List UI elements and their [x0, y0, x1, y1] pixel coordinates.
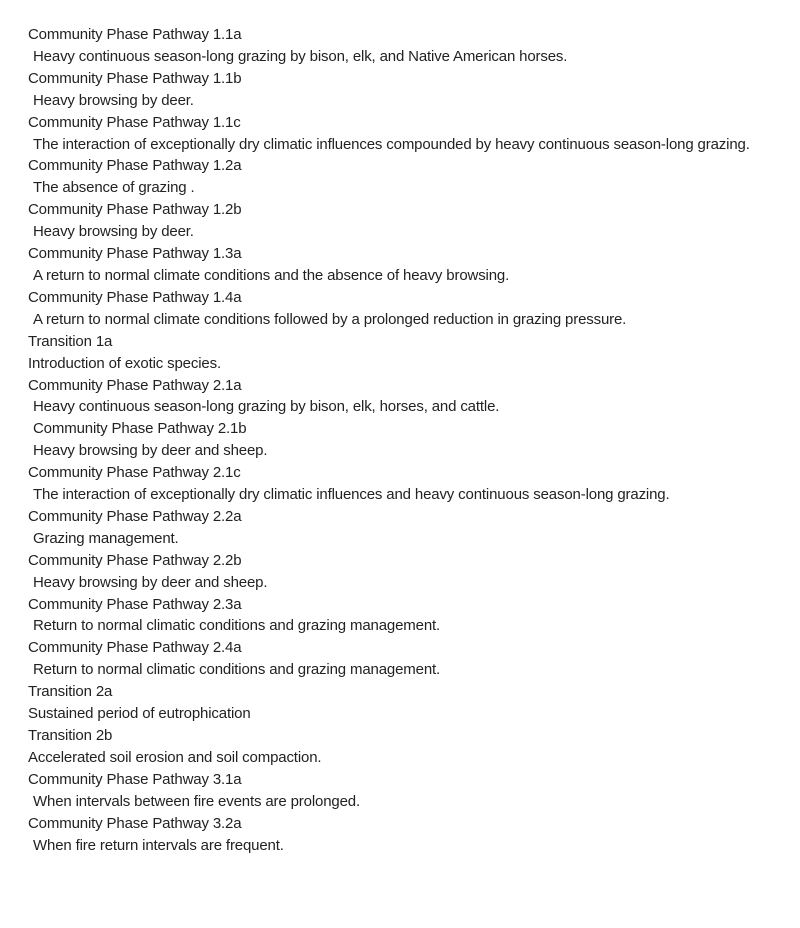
transition-label: Transition 2a — [28, 683, 113, 701]
pathway-description: When fire return intervals are frequent. — [33, 836, 284, 854]
pathway-description: Grazing management. — [33, 529, 179, 547]
pathway-label: Community Phase Pathway 1.1c — [28, 113, 241, 131]
pathway-label: Community Phase Pathway 1.2b — [28, 201, 242, 219]
transition-description: Sustained period of eutrophication — [28, 705, 251, 723]
pathway-description: Heavy continuous season-long grazing by bison, elk, horses, and cattle. — [33, 398, 500, 416]
pathway-label: Community Phase Pathway 2.1b — [33, 420, 247, 438]
pathway-label: Community Phase Pathway 2.1a — [28, 376, 242, 394]
document-body — [28, 24, 782, 856]
pathway-description: Return to normal climatic conditions and grazing management. — [33, 661, 441, 679]
pathway-label: Community Phase Pathway 2.3a — [28, 595, 242, 613]
transition-description: Introduction of exotic species. — [28, 354, 221, 372]
pathway-description: A return to normal climate conditions followed by a prolonged reduction in grazing pressure. — [33, 310, 627, 328]
pathway-label: Community Phase Pathway 1.1b — [28, 69, 242, 87]
pathway-description: Heavy browsing by deer and sheep. — [33, 573, 268, 591]
pathway-label: Community Phase Pathway 2.2b — [28, 551, 242, 569]
transition-label: Transition 2b — [28, 727, 113, 744]
pathway-label: Community Phase Pathway 1.4a — [28, 288, 242, 306]
pathway-label: Community Phase Pathway 1.3a — [28, 245, 242, 263]
pathway-description: Return to normal climatic conditions and grazing management. — [33, 617, 441, 635]
transition-label: Transition 1a — [28, 332, 113, 350]
pathway-description: The interaction of exceptionally dry climatic influences compounded by heavy continuous season-long grazing. — [33, 135, 750, 153]
pathway-label: Community Phase Pathway 3.2a — [28, 814, 242, 832]
pathway-description: When intervals between fire events are prolonged. — [33, 792, 361, 810]
pathway-label: Community Phase Pathway 1.1a — [28, 26, 242, 43]
pathway-label: Community Phase Pathway 2.4a — [28, 639, 242, 657]
pathway-description: A return to normal climate conditions and the absence of heavy browsing. — [33, 266, 510, 284]
pathway-description: Heavy browsing by deer and sheep. — [33, 442, 268, 460]
pathway-description: Heavy browsing by deer. — [33, 223, 194, 241]
pathway-description: The interaction of exceptionally dry climatic influences and heavy continuous season-long grazing. — [33, 486, 670, 504]
pathway-label: Community Phase Pathway 2.1c — [28, 464, 241, 482]
pathway-label: Community Phase Pathway 1.2a — [28, 157, 242, 175]
pathway-description: Heavy continuous season-long grazing by bison, elk, and Native American horses. — [33, 47, 568, 65]
pathway-label: Community Phase Pathway 2.2a — [28, 507, 242, 525]
pathway-description: The absence of grazing . — [33, 179, 195, 197]
pathway-description: Heavy browsing by deer. — [33, 91, 194, 109]
pathway-label: Community Phase Pathway 3.1a — [28, 770, 242, 788]
transition-description: Accelerated soil erosion and soil compaction. — [28, 748, 322, 766]
